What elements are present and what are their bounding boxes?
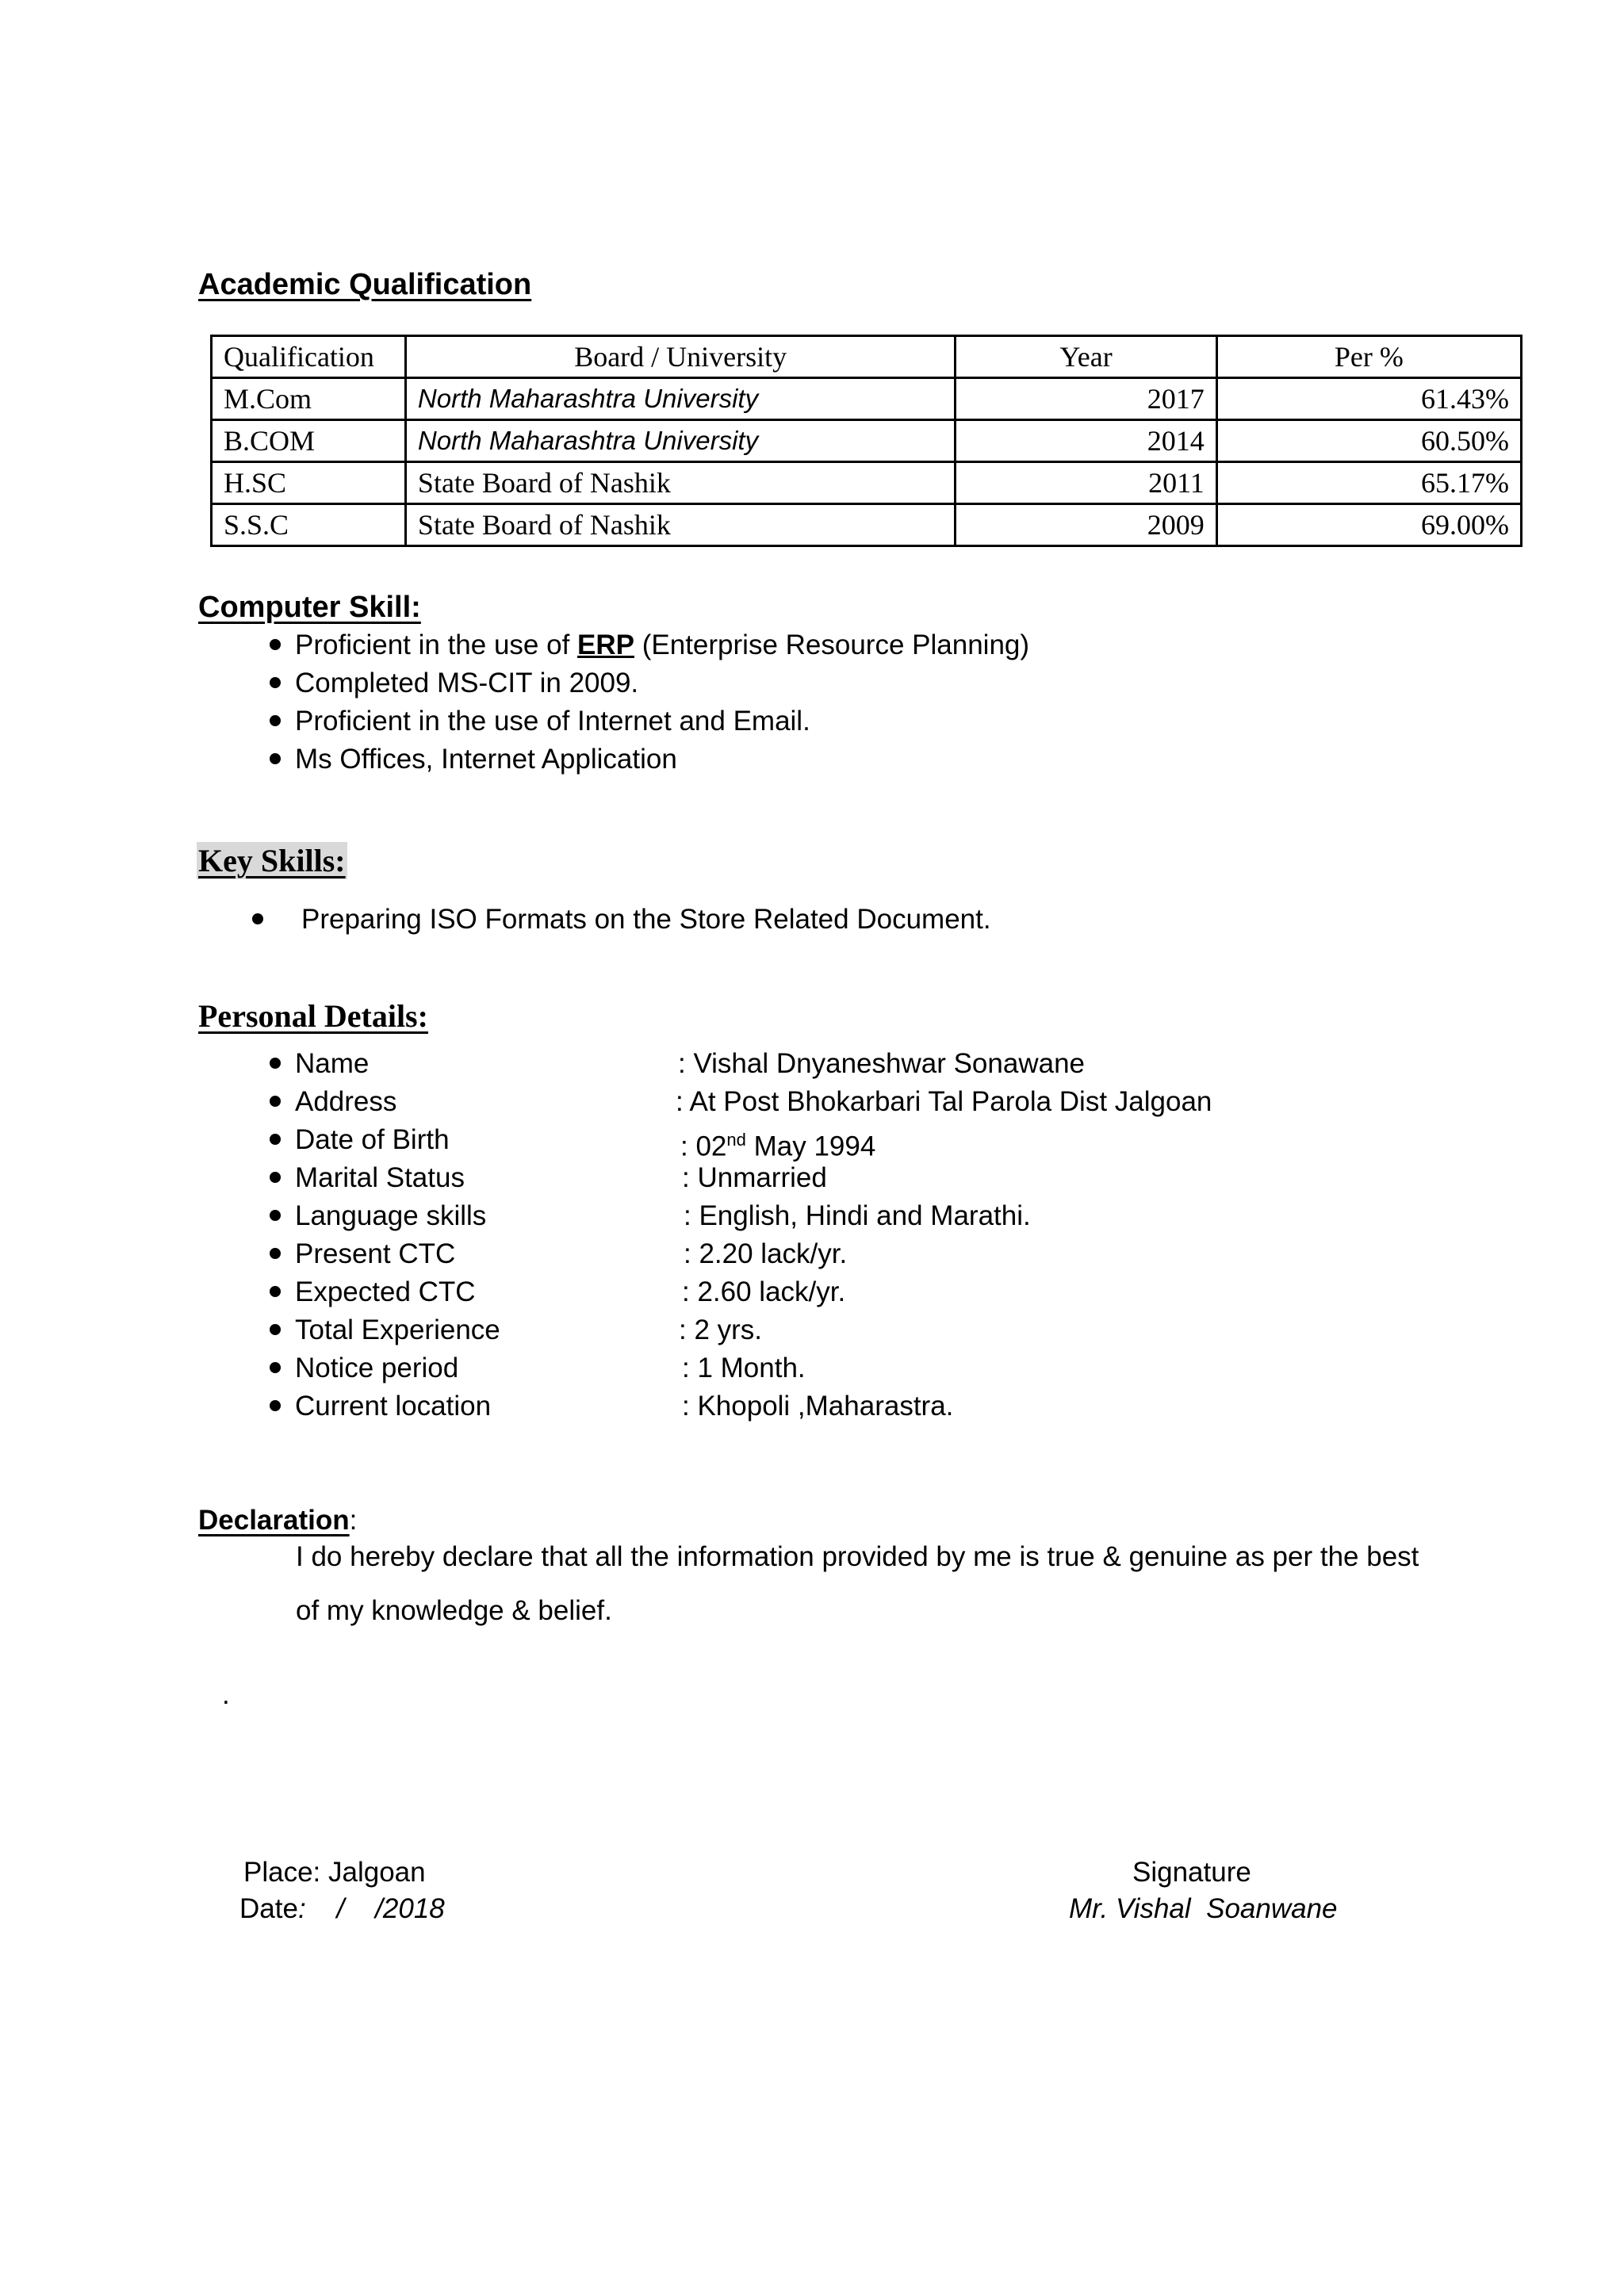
board-cell: State Board of Nashik xyxy=(405,462,956,504)
bullet-icon xyxy=(270,639,281,650)
signature-name: Mr. Vishal Soanwane xyxy=(1069,1893,1338,1924)
declaration-heading: Declaration: xyxy=(198,1505,358,1536)
qualification-cell: B.COM xyxy=(212,420,406,462)
list-item: Present CTC xyxy=(270,1235,455,1273)
year-cell: 2011 xyxy=(956,462,1216,504)
column-header: Qualification xyxy=(212,336,406,378)
date-text: Date: / /2018 xyxy=(239,1893,445,1924)
bullet-icon xyxy=(270,677,281,688)
detail-value: : 2.60 lack/yr. xyxy=(682,1276,846,1307)
list-item: Date of Birth xyxy=(270,1121,450,1159)
list-item: Proficient in the use of ERP (Enterprise Resource Planning) xyxy=(270,626,1029,664)
qualification-cell: H.SC xyxy=(212,462,406,504)
table-row xyxy=(212,462,1522,504)
table-header-row xyxy=(212,336,1522,378)
detail-value: : Unmarried xyxy=(682,1162,827,1193)
detail-value: : 2 yrs. xyxy=(679,1314,763,1345)
computer-skill-heading: Computer Skill: xyxy=(198,591,421,624)
academic-table xyxy=(210,335,1522,547)
erp-emphasis: ERP xyxy=(577,629,635,660)
percent-cell: 69.00% xyxy=(1216,504,1521,546)
bullet-icon xyxy=(270,1286,281,1297)
percent-cell: 65.17% xyxy=(1216,462,1521,504)
detail-value: : At Post Bhokarbari Tal Parola Dist Jalgoan xyxy=(676,1086,1212,1117)
list-item: Current location xyxy=(270,1387,491,1425)
list-item: Address xyxy=(270,1083,396,1121)
list-item: Name xyxy=(270,1045,369,1083)
list-item: Proficient in the use of Internet and Email. xyxy=(270,702,810,740)
bullet-icon xyxy=(270,1058,281,1069)
table-row xyxy=(212,378,1522,420)
year-cell: 2009 xyxy=(956,504,1216,546)
bullet-icon xyxy=(270,1400,281,1411)
column-header: Board / University xyxy=(405,336,956,378)
list-item: Language skills xyxy=(270,1197,486,1235)
list-item: Notice period xyxy=(270,1349,458,1387)
list-item: Expected CTC xyxy=(270,1273,476,1311)
qualification-cell: M.Com xyxy=(212,378,406,420)
detail-value: : Vishal Dnyaneshwar Sonawane xyxy=(678,1048,1086,1079)
detail-value: : 1 Month. xyxy=(682,1353,806,1383)
column-header: Year xyxy=(956,336,1216,378)
table-row xyxy=(212,504,1522,546)
bullet-icon xyxy=(270,1096,281,1107)
list-item: Completed MS-CIT in 2009. xyxy=(270,664,638,702)
detail-value: : 02nd May 1994 xyxy=(680,1130,876,1162)
bullet-icon xyxy=(270,1362,281,1373)
year-cell: 2014 xyxy=(956,420,1216,462)
list-item: Marital Status xyxy=(270,1159,465,1197)
personal-details-heading: Personal Details: xyxy=(198,998,428,1034)
list-item: Ms Offices, Internet Application xyxy=(270,740,677,779)
key-skills-heading: Key Skills: xyxy=(198,843,346,878)
column-header: Per % xyxy=(1216,336,1521,378)
bullet-icon xyxy=(270,715,281,726)
bullet-icon xyxy=(270,1210,281,1221)
bullet-icon xyxy=(270,753,281,764)
bullet-icon xyxy=(252,913,263,924)
academic-heading: Academic Qualification xyxy=(198,268,532,301)
board-cell: North Maharashtra University xyxy=(405,420,956,462)
list-item: Preparing ISO Formats on the Store Related Document. xyxy=(252,901,991,939)
bullet-icon xyxy=(270,1248,281,1259)
detail-value: : Khopoli ,Maharastra. xyxy=(682,1391,954,1422)
detail-value: : 2.20 lack/yr. xyxy=(684,1238,848,1269)
percent-cell: 60.50% xyxy=(1216,420,1521,462)
declaration-line-2: of my knowledge & belief. xyxy=(296,1595,612,1626)
qualification-cell: S.S.C xyxy=(212,504,406,546)
signature-label: Signature xyxy=(1132,1857,1251,1888)
place-text: Place: Jalgoan xyxy=(243,1857,426,1888)
table-row xyxy=(212,420,1522,462)
bullet-icon xyxy=(270,1324,281,1335)
declaration-line-1: I do hereby declare that all the information provided by me is true & genuine as per the best xyxy=(296,1541,1419,1572)
year-cell: 2017 xyxy=(956,378,1216,420)
percent-cell: 61.43% xyxy=(1216,378,1521,420)
bullet-icon xyxy=(270,1172,281,1183)
board-cell: North Maharashtra University xyxy=(405,378,956,420)
board-cell: State Board of Nashik xyxy=(405,504,956,546)
list-item: Total Experience xyxy=(270,1311,500,1349)
bullet-icon xyxy=(270,1134,281,1145)
detail-value: : English, Hindi and Marathi. xyxy=(684,1200,1031,1231)
stray-dot: . xyxy=(222,1679,230,1710)
